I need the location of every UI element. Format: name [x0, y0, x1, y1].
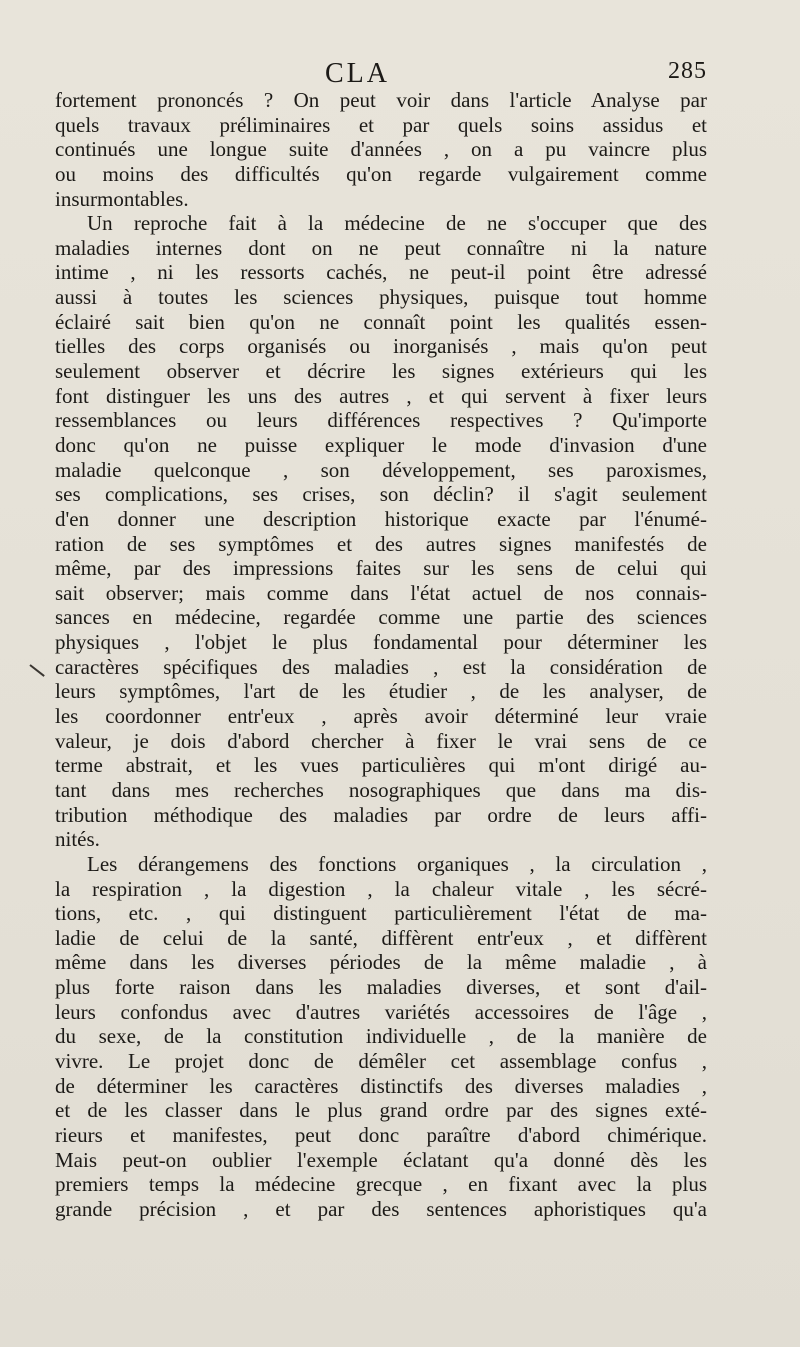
text-line: vivre. Le projet donc de démêler cet assemblage confus ,	[55, 1048, 707, 1073]
text-line: donc qu'on ne puisse expliquer le mode d'invasion d'une	[55, 432, 707, 457]
text-line: grande précision , et par des sentences aphoristiques qu'a	[55, 1196, 707, 1221]
text-line: plus forte raison dans les maladies diverses, et sont d'ail-	[55, 975, 707, 1000]
text-line: la respiration , la digestion , la chaleur vitale , les sécré-	[55, 876, 707, 901]
text-line: rieurs et manifestes, peut donc paraître d'abord chimérique.	[55, 1122, 707, 1147]
text-line: ses complications, ses crises, son déclin? il s'agit seulement	[55, 482, 707, 507]
text-line: du sexe, de la constitution individuelle , de la manière de	[55, 1024, 707, 1049]
text-line: continués une longue suite d'années , on a pu vaincre plus	[55, 137, 707, 162]
text-line: ladie de celui de la santé, diffèrent entr'eux , et diffèrent	[55, 925, 707, 950]
text-line: éclairé sait bien qu'on ne connaît point les qualités essen-	[55, 309, 707, 334]
text-line: caractères spécifiques des maladies , est la considération de	[55, 654, 707, 679]
text-line: Mais peut-on oublier l'exemple éclatant qu'a donné dès les	[55, 1147, 707, 1172]
text-line: nités.	[55, 827, 100, 852]
text-line: font distinguer les uns des autres , et qui servent à fixer leurs	[55, 383, 707, 408]
text-line: ration de ses symptômes et des autres signes manifestés de	[55, 531, 707, 556]
text-line: même, par des impressions faites sur les sens de celui qui	[55, 556, 707, 581]
text-line: valeur, je dois d'abord chercher à fixer le vrai sens de ce	[55, 728, 707, 753]
text-line: tielles des corps organisés ou inorganisés , mais qu'on peut	[55, 334, 707, 359]
text-line: même dans les diverses périodes de la même maladie , à	[55, 950, 707, 975]
running-title: CLA	[325, 58, 390, 89]
text-line: insurmontables.	[55, 186, 189, 211]
text-line: ressemblances ou leurs différences respectives ? Qu'importe	[55, 408, 707, 433]
text-line: intime , ni les ressorts cachés, ne peut-il point être adressé	[55, 260, 707, 285]
text-line: maladie quelconque , son développement, ses paroxismes,	[55, 457, 707, 482]
text-line: d'en donner une description historique exacte par l'énumé-	[55, 506, 707, 531]
text-line: sait observer; mais comme dans l'état actuel de nos connais-	[55, 580, 707, 605]
text-line: premiers temps la médecine grecque , en fixant avec la plus	[55, 1172, 707, 1197]
text-line: tribution méthodique des maladies par ordre de leurs affi-	[55, 802, 707, 827]
text-line: maladies internes dont on ne peut connaître ni la nature	[55, 235, 707, 260]
body-text	[55, 88, 707, 1221]
text-line: ou moins des difficultés qu'on regarde vulgairement comme	[55, 161, 707, 186]
text-line: leurs confondus avec d'autres variétés accessoires de l'âge ,	[55, 999, 707, 1024]
text-line: quels travaux préliminaires et par quels soins assidus et	[55, 112, 707, 137]
text-line: sances en médecine, regardée comme une partie des sciences	[55, 605, 707, 630]
margin-mark	[29, 664, 44, 677]
text-line: seulement observer et décrire les signes extérieurs qui les	[55, 359, 707, 384]
running-head	[55, 50, 707, 90]
text-line: tant dans mes recherches nosographiques que dans ma dis-	[55, 777, 707, 802]
text-line: physiques , l'objet le plus fondamental pour déterminer les	[55, 630, 707, 655]
text-line: fortement prononcés ? On peut voir dans l'article Analyse par	[55, 88, 707, 112]
text-line: tions, etc. , qui distinguent particulièrement l'état de ma-	[55, 901, 707, 926]
text-line: les coordonner entr'eux , après avoir déterminé leur vraie	[55, 704, 707, 729]
text-line: leurs symptômes, l'art de les étudier , de les analyser, de	[55, 679, 707, 704]
text-line: Un reproche fait à la médecine de ne s'occuper que des	[87, 211, 707, 236]
text-line: de déterminer les caractères distinctifs des diverses maladies ,	[55, 1073, 707, 1098]
text-line: aussi à toutes les sciences physiques, puisque tout homme	[55, 285, 707, 310]
text-line: Les dérangemens des fonctions organiques , la circulation ,	[87, 851, 707, 876]
text-line: terme abstrait, et les vues particulières qui m'ont dirigé au-	[55, 753, 707, 778]
text-line: et de les classer dans le plus grand ordre par des signes exté-	[55, 1098, 707, 1123]
page-number: 285	[668, 58, 707, 84]
